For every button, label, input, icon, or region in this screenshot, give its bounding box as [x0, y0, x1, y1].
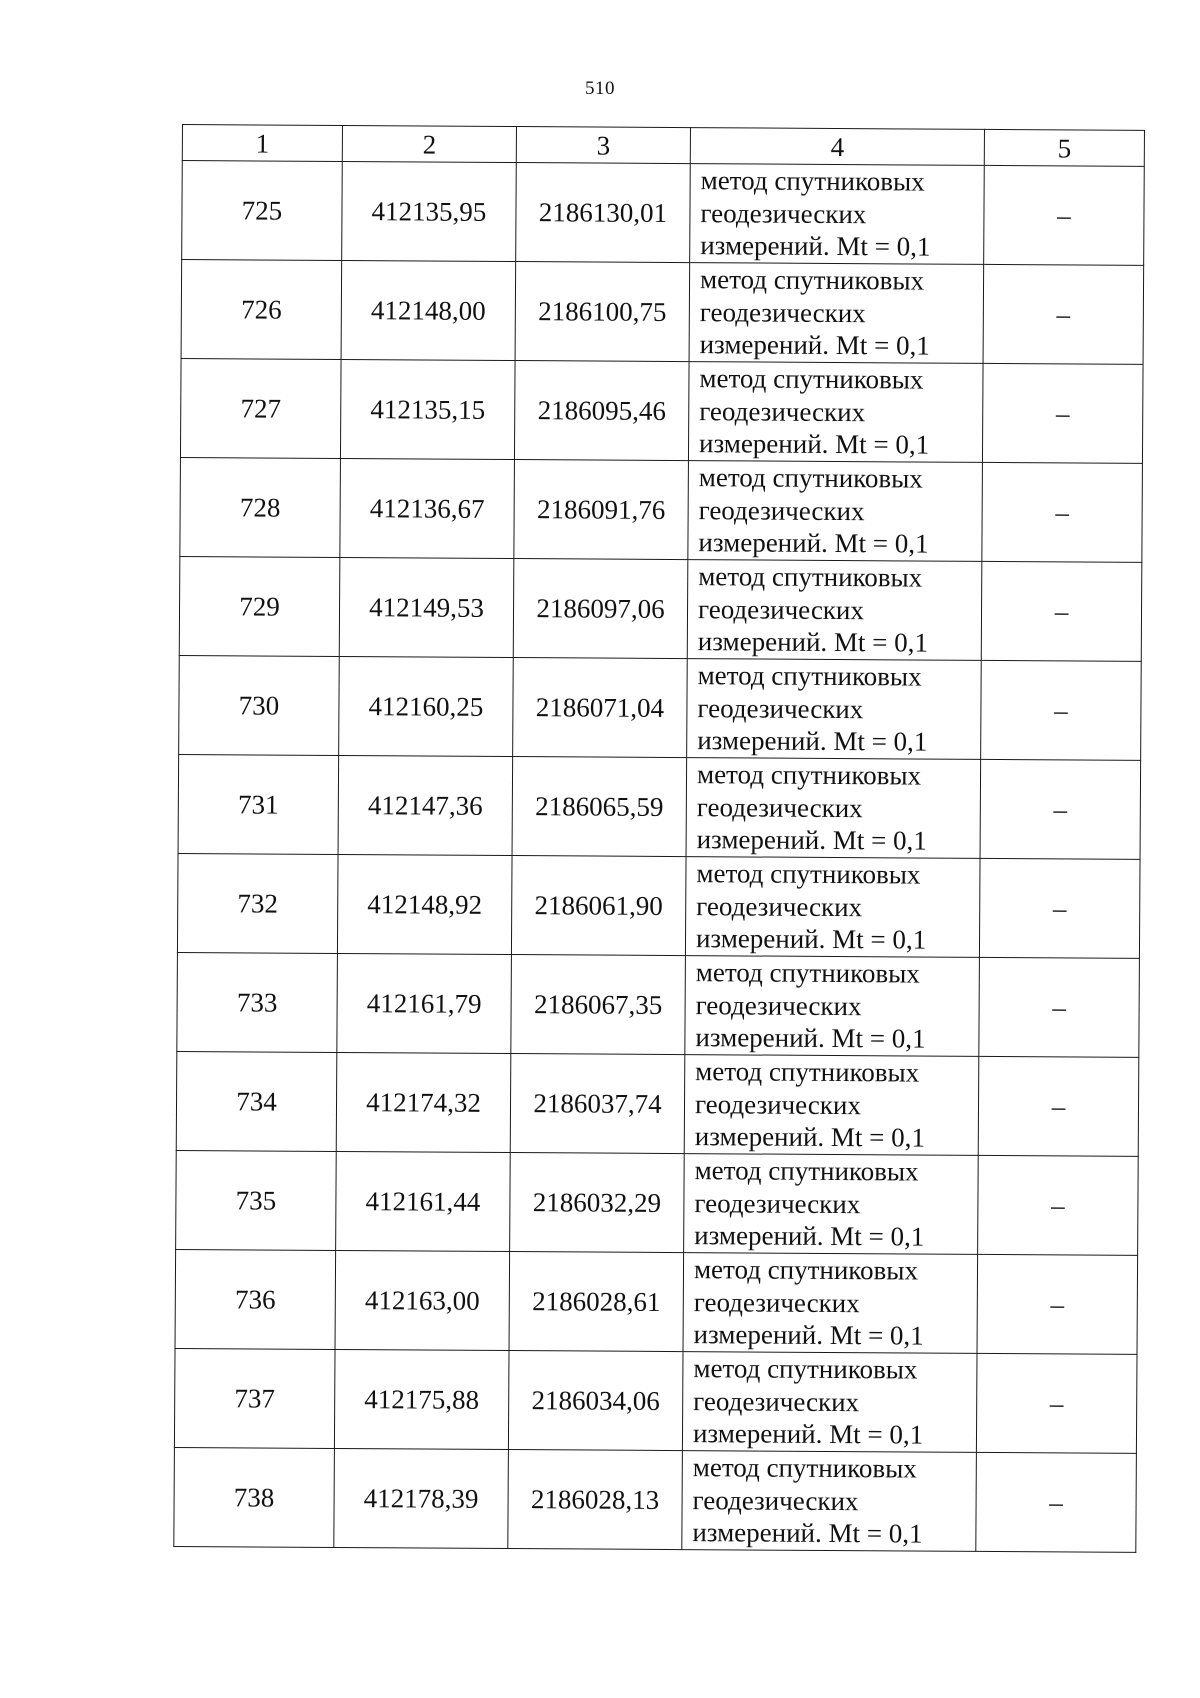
method-line: метод спутниковых [696, 858, 921, 890]
table-row [180, 358, 1143, 463]
table-row [181, 260, 1144, 365]
y-coordinate-cell: 2186097,06 [513, 559, 688, 659]
point-number-cell: 736 [175, 1249, 336, 1349]
method-line: метод спутниковых [699, 363, 924, 395]
x-coordinate-cell: 412160,25 [339, 656, 514, 756]
point-number-cell: 735 [176, 1150, 337, 1250]
x-coordinate-cell: 412148,92 [337, 854, 512, 954]
table-header [182, 125, 1144, 167]
note-cell: – [978, 1155, 1139, 1255]
y-coordinate-cell: 2186067,35 [511, 955, 686, 1055]
column-header-5: 5 [984, 129, 1144, 166]
x-coordinate-cell: 412135,95 [342, 161, 517, 261]
method-line: метод спутниковых [694, 1155, 919, 1187]
y-coordinate-cell: 2186065,59 [512, 757, 687, 857]
table-row [177, 952, 1140, 1057]
note-cell: – [984, 165, 1145, 265]
method-line: геодезических [700, 197, 867, 229]
table-row [176, 1051, 1139, 1156]
method-line: измерений. Mt = 0,1 [693, 1319, 924, 1351]
column-header-1: 1 [182, 125, 342, 162]
method-line: измерений. Mt = 0,1 [694, 1121, 926, 1153]
method-line: метод спутниковых [692, 1452, 917, 1484]
table-row [178, 754, 1141, 859]
x-coordinate-cell: 412163,00 [335, 1250, 510, 1350]
note-cell: – [981, 660, 1142, 760]
method-line: измерений. Mt = 0,1 [694, 1220, 925, 1252]
x-coordinate-cell: 412178,39 [334, 1448, 509, 1548]
note-cell: – [979, 957, 1140, 1057]
y-coordinate-cell: 2186037,74 [510, 1054, 685, 1154]
y-coordinate-cell: 2186034,06 [508, 1351, 683, 1451]
method-line: геодезических [697, 593, 865, 625]
method-line: измерений. Mt = 0,1 [700, 230, 931, 262]
method-cell [687, 560, 982, 661]
point-number-cell: 732 [177, 853, 338, 953]
x-coordinate-cell: 412175,88 [334, 1349, 509, 1449]
table-row [174, 1348, 1137, 1453]
point-number-cell: 726 [181, 260, 342, 360]
x-coordinate-cell: 412147,36 [338, 755, 513, 855]
method-line: метод спутниковых [698, 462, 923, 494]
header-row [182, 125, 1144, 167]
method-line: метод спутниковых [695, 1056, 920, 1088]
point-number-cell: 733 [177, 952, 338, 1052]
method-line: метод спутниковых [699, 264, 925, 296]
method-cell [685, 956, 980, 1057]
point-number-cell: 727 [180, 358, 341, 458]
method-cell [688, 461, 983, 562]
note-cell: – [980, 759, 1141, 859]
method-line: геодезических [692, 1484, 859, 1516]
method-line: геодезических [696, 791, 863, 823]
method-line: измерений. Mt = 0,1 [697, 626, 929, 658]
note-cell: – [978, 1056, 1139, 1156]
x-coordinate-cell: 412136,67 [340, 458, 515, 558]
note-cell: – [977, 1254, 1138, 1354]
column-header-4: 4 [690, 128, 984, 166]
table-row [174, 1447, 1137, 1552]
y-coordinate-cell: 2186130,01 [516, 163, 691, 263]
method-line: метод спутниковых [698, 561, 923, 593]
y-coordinate-cell: 2186061,90 [511, 856, 686, 956]
method-line: геодезических [694, 1088, 862, 1120]
table-row [177, 853, 1140, 958]
method-cell [685, 857, 980, 958]
table-row [175, 1249, 1138, 1354]
method-line: геодезических [699, 296, 866, 328]
method-line: геодезических [693, 1286, 860, 1318]
note-cell: – [981, 561, 1142, 661]
x-coordinate-cell: 412148,00 [341, 260, 516, 360]
column-header-3: 3 [516, 127, 690, 164]
page-number: 510 [585, 78, 615, 99]
point-number-cell: 738 [174, 1447, 335, 1547]
note-cell: – [976, 1452, 1137, 1552]
method-line: измерений. Mt = 0,1 [698, 527, 929, 559]
note-cell: – [982, 462, 1143, 562]
method-cell [690, 164, 985, 265]
method-line: геодезических [695, 989, 862, 1021]
method-cell [686, 758, 981, 859]
point-number-cell: 731 [178, 754, 339, 854]
table-row [180, 457, 1143, 562]
method-line: измерений. Mt = 0,1 [698, 428, 930, 460]
y-coordinate-cell: 2186091,76 [514, 460, 689, 560]
method-line: метод спутниковых [700, 165, 925, 197]
x-coordinate-cell: 412161,79 [337, 953, 512, 1053]
point-number-cell: 734 [176, 1051, 337, 1151]
method-line: метод спутниковых [695, 957, 920, 989]
method-line: геодезических [693, 1385, 860, 1417]
point-number-cell: 730 [179, 655, 340, 755]
x-coordinate-cell: 412174,32 [336, 1052, 511, 1152]
x-coordinate-cell: 412135,15 [340, 359, 515, 459]
method-line: геодезических [694, 1187, 861, 1219]
y-coordinate-cell: 2186095,46 [514, 361, 689, 461]
coordinates-table [173, 124, 1145, 1553]
y-coordinate-cell: 2186028,13 [508, 1450, 683, 1550]
method-line: геодезических [699, 395, 866, 427]
x-coordinate-cell: 412161,44 [336, 1151, 511, 1251]
x-coordinate-cell: 412149,53 [339, 557, 514, 657]
note-cell: – [979, 858, 1140, 958]
note-cell: – [976, 1353, 1137, 1453]
method-line: геодезических [696, 890, 863, 922]
y-coordinate-cell: 2186032,29 [510, 1153, 685, 1253]
method-cell [687, 659, 982, 760]
table-body [174, 161, 1144, 1553]
point-number-cell: 737 [174, 1348, 335, 1448]
method-line: измерений. Mt = 0,1 [699, 329, 930, 361]
column-header-2: 2 [342, 125, 516, 162]
method-line: геодезических [697, 692, 864, 724]
method-cell [682, 1352, 977, 1453]
point-number-cell: 728 [180, 457, 341, 557]
method-cell [683, 1253, 978, 1354]
table-row [176, 1150, 1139, 1255]
method-cell [689, 263, 984, 364]
method-line: метод спутниковых [693, 1254, 919, 1286]
method-line: метод спутниковых [696, 759, 922, 791]
method-line: измерений. Mt = 0,1 [692, 1517, 923, 1549]
note-cell: – [983, 264, 1144, 364]
table-row [182, 161, 1145, 266]
method-line: измерений. Mt = 0,1 [696, 824, 927, 856]
table-row [179, 556, 1142, 661]
point-number-cell: 729 [179, 556, 340, 656]
method-line: метод спутниковых [693, 1353, 918, 1385]
method-line: геодезических [698, 494, 865, 526]
method-cell [682, 1451, 977, 1552]
point-number-cell: 725 [182, 161, 343, 261]
coordinates-sheet [173, 124, 1144, 1553]
method-line: измерений. Mt = 0,1 [695, 923, 927, 955]
method-line: измерений. Mt = 0,1 [695, 1022, 926, 1054]
method-line: измерений. Mt = 0,1 [692, 1418, 924, 1450]
method-cell [688, 362, 983, 463]
method-cell [684, 1055, 979, 1156]
method-cell [684, 1154, 979, 1255]
table-row [179, 655, 1142, 760]
method-line: измерений. Mt = 0,1 [697, 725, 928, 757]
method-line: метод спутниковых [697, 660, 922, 692]
y-coordinate-cell: 2186071,04 [513, 658, 688, 758]
note-cell: – [982, 363, 1143, 463]
y-coordinate-cell: 2186028,61 [509, 1252, 684, 1352]
y-coordinate-cell: 2186100,75 [515, 262, 690, 362]
